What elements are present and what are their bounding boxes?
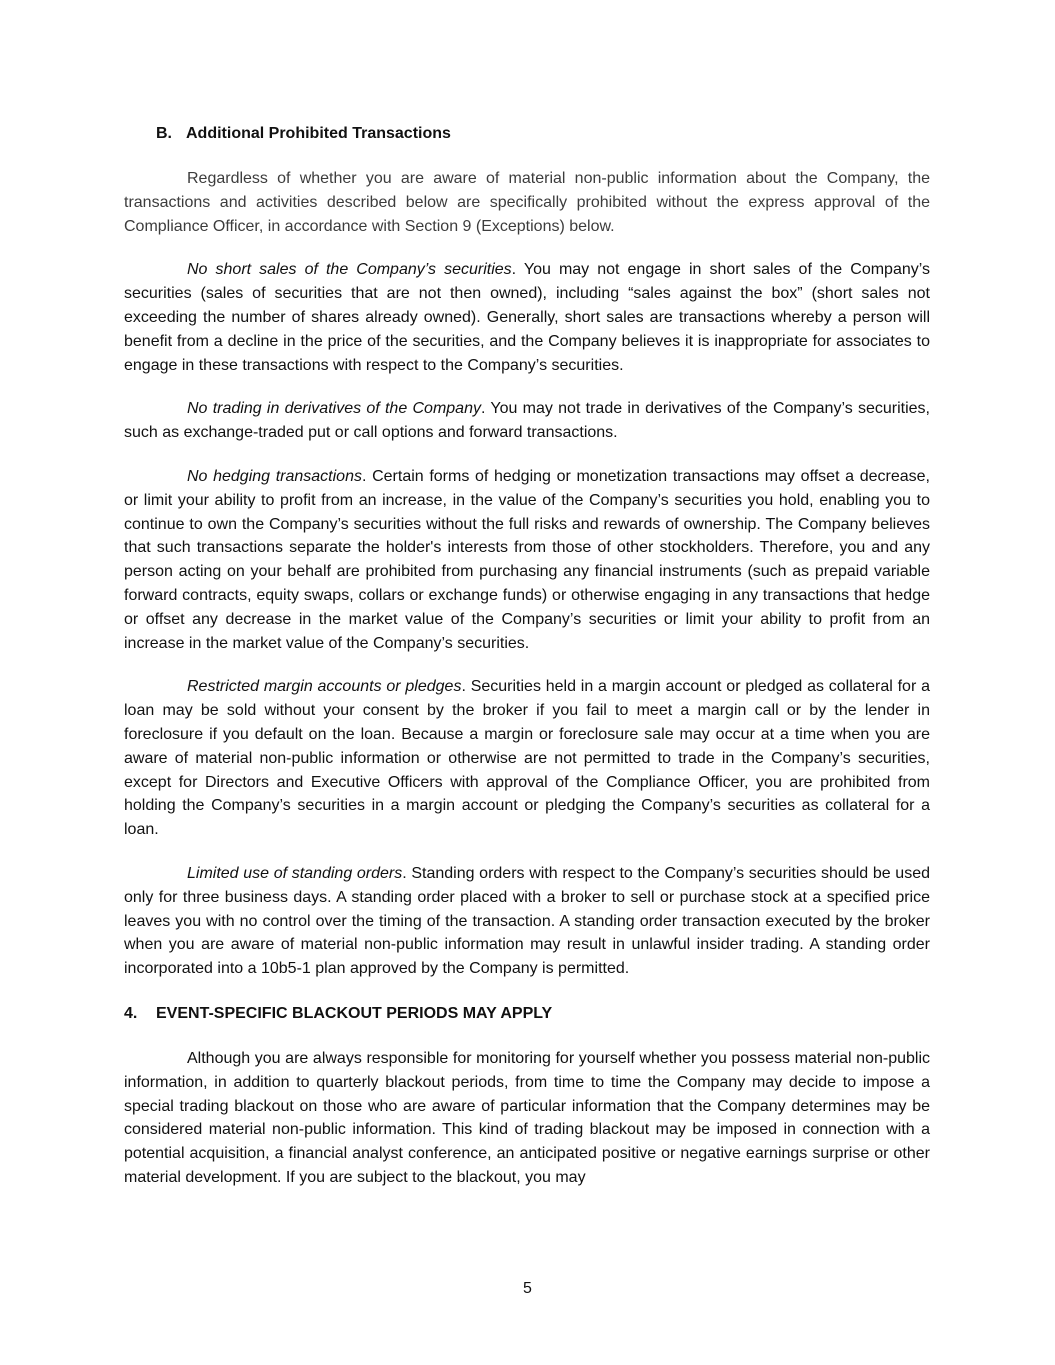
page-number: 5	[523, 1280, 532, 1297]
section-4-body: Although you are always responsible for monitoring for yourself whether you possess material non-public information, in addition to quarterly blackout periods, from time to time the Company may decide to impose a special trading blackout on those who are aware of particular information that the Company determines may be considered material non-public information. This kind of trading blackout may be imposed in connection with a potential acquisition, a financial analyst conference, an anticipated positive or negative earnings surprise or other material development. If you are subject to the blackout, you may	[124, 1049, 930, 1186]
prohibition-body: . You may not engage in short sales of the Company’s securities (sales of securities that are not then owned), including “sales against the box” (short sales not exceeding the number of shares already owned). Generally, short sales are transactions whereby a person will benefit from a decline in the price of the securities, and the Company believes it is inappropriate for associates to engage in these transactions with respect to the Company’s securities.	[124, 261, 930, 374]
prohibition-standing-orders	[124, 862, 930, 981]
prohibition-lead: No trading in derivatives of the Company	[187, 400, 481, 418]
prohibition-derivatives	[124, 397, 930, 445]
section-4-heading	[124, 1002, 930, 1026]
prohibition-lead: No hedging transactions	[187, 467, 362, 485]
prohibition-lead: No short sales of the Company’s securities	[187, 261, 512, 279]
prohibition-body: . You may not trade in derivatives of the Company’s securities, such as exchange-traded put or call options and forward transactions.	[124, 400, 930, 442]
prohibition-body: . Securities held in a margin account or pledged as collateral for a loan may be sold without your consent by the broker if you fail to meet a margin call or by the lender in foreclosure if you default on the loan. Because a margin or foreclosure sale may occur at a time when you are aware of material non-public information or otherwise are not permitted to trade in the Company’s securities, except for Directors and Executive Officers with approval of the Compliance Officer, you are prohibited from holding the Company’s securities in a margin account or pledging the Company’s securities as collateral for a loan.	[124, 678, 930, 839]
prohibition-lead: Restricted margin accounts or pledges	[187, 678, 462, 696]
section-b-heading	[124, 122, 930, 146]
section-b-intro: Regardless of whether you are aware of material non-public information about the Company, the transactions and activities described below are specifically prohibited without the express approval of the Compliance Officer, in accordance with Section 9 (Exceptions) below.	[124, 170, 930, 235]
prohibition-margin-pledges	[124, 675, 930, 842]
section-b-title: Additional Prohibited Transactions	[186, 125, 451, 142]
prohibition-body: . Standing orders with respect to the Company’s securities should be used only for three business days. A standing order placed with a broker to sell or purchase stock at a specified price leaves you with no control over the timing of the transaction. A standing order transaction executed by the broker when you are aware of material non-public information may result in unlawful insider trading. A standing order incorporated into a 10b5-1 plan approved by the Company is permitted.	[124, 864, 931, 978]
section-4-number: 4.	[124, 1004, 138, 1022]
prohibition-body: . Certain forms of hedging or monetization transactions may offset a decrease, or limit your ability to profit from an increase, in the value of the Company’s securities you hold, enabling you to continue to own the Company’s securities without the full risks and rewards of ownership. The Company believes that such transactions separate the holder's interests from those of other stockholders. Therefore, you and any person acting on your behalf are prohibited from purchasing any financial instruments (such as prepaid variable forward contracts, equity swaps, collars or exchange funds) or otherwise engaging in any transactions that hedge or offset any decrease in the market value of the Company’s securities or limit your ability to profit from an increase in the market value of the Company’s securities.	[124, 467, 930, 652]
prohibition-lead: Limited use of standing orders	[187, 864, 403, 882]
section-b-number: B.	[156, 125, 172, 142]
document-page	[124, 122, 930, 1190]
prohibition-short-sales	[124, 258, 930, 377]
section-4-title: EVENT-SPECIFIC BLACKOUT PERIODS MAY APPLY	[156, 1004, 553, 1022]
prohibition-hedging	[124, 465, 930, 655]
